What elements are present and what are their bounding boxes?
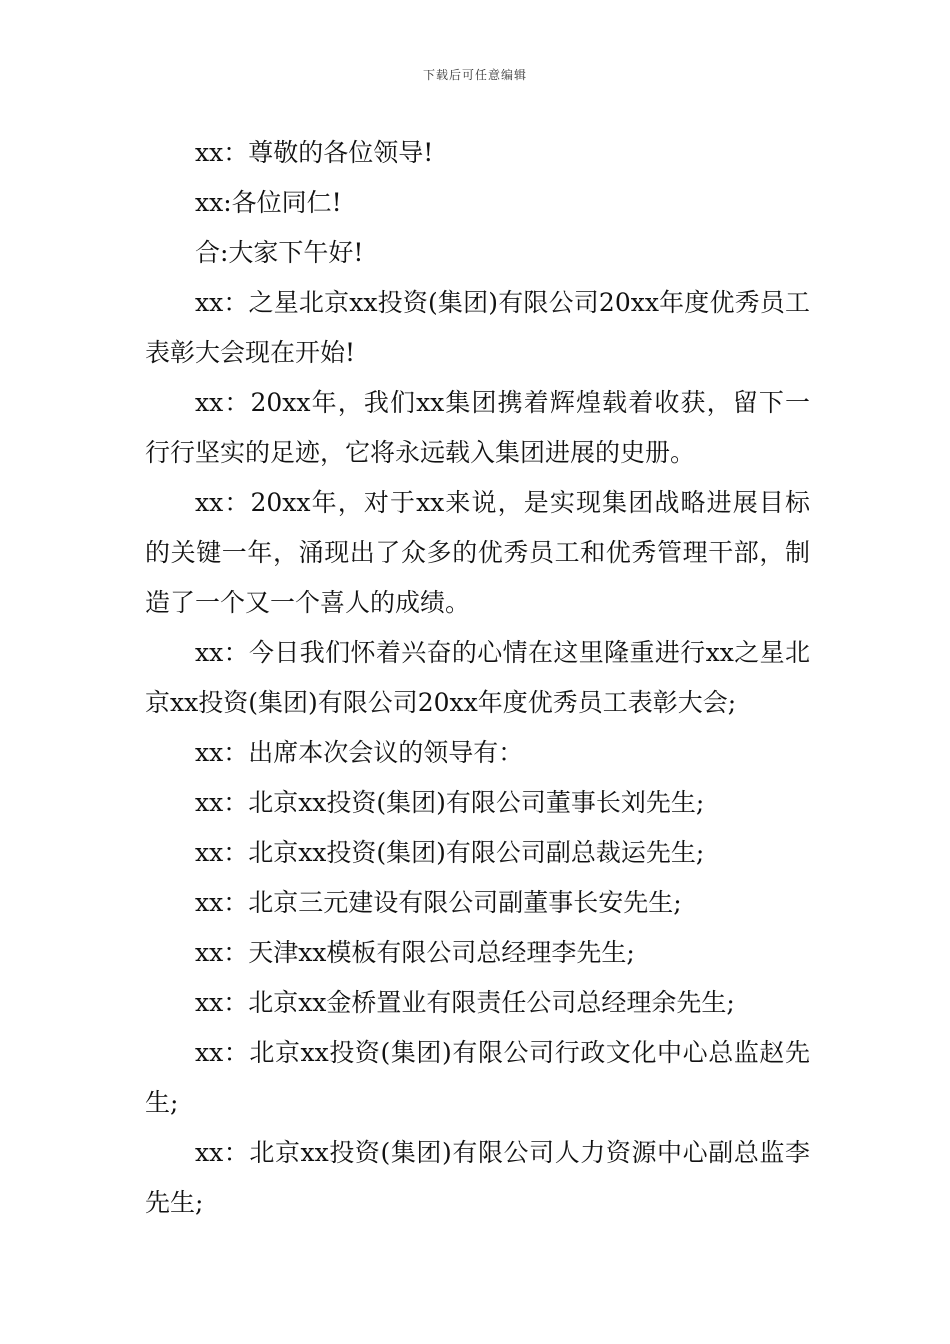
paragraph: xx：20xx年，我们xx集团携着辉煌载着收获，留下一行行坚实的足迹，它将永远载入集团进展的史册。 bbox=[145, 388, 810, 467]
document-body bbox=[145, 128, 810, 1228]
paragraph: xx：北京xx投资(集团)有限公司副总裁运先生; bbox=[195, 838, 705, 867]
paragraph: xx：北京xx金桥置业有限责任公司总经理余先生; bbox=[195, 988, 735, 1017]
paragraph: xx：北京xx投资(集团)有限公司行政文化中心总监赵先生; bbox=[145, 1038, 810, 1117]
paragraph: xx:各位同仁! bbox=[195, 188, 342, 217]
paragraph: xx：之星北京xx投资(集团)有限公司20xx年度优秀员工表彰大会现在开始! bbox=[145, 288, 810, 367]
paragraph: xx：北京三元建设有限公司副董事长安先生; bbox=[195, 888, 682, 917]
paragraph: xx：20xx年，对于xx来说，是实现集团战略进展目标的关键一年，涌现出了众多的优秀员工和优秀管理干部，制造了一个又一个喜人的成绩。 bbox=[145, 488, 810, 617]
paragraph: xx：出席本次会议的领导有： bbox=[195, 738, 524, 767]
page-header: 下载后可任意编辑 bbox=[422, 68, 527, 82]
paragraph: xx：天津xx模板有限公司总经理李先生; bbox=[195, 938, 635, 967]
paragraph: xx：今日我们怀着兴奋的心情在这里隆重进行xx之星北京xx投资(集团)有限公司20xx年度优秀员工表彰大会; bbox=[145, 638, 810, 717]
paragraph: xx：北京xx投资(集团)有限公司人力资源中心副总监李先生; bbox=[145, 1138, 810, 1217]
paragraph: 合:大家下午好! bbox=[195, 238, 364, 267]
paragraph: xx：北京xx投资(集团)有限公司董事长刘先生; bbox=[195, 788, 705, 817]
paragraph: xx：尊敬的各位领导! bbox=[195, 138, 434, 167]
